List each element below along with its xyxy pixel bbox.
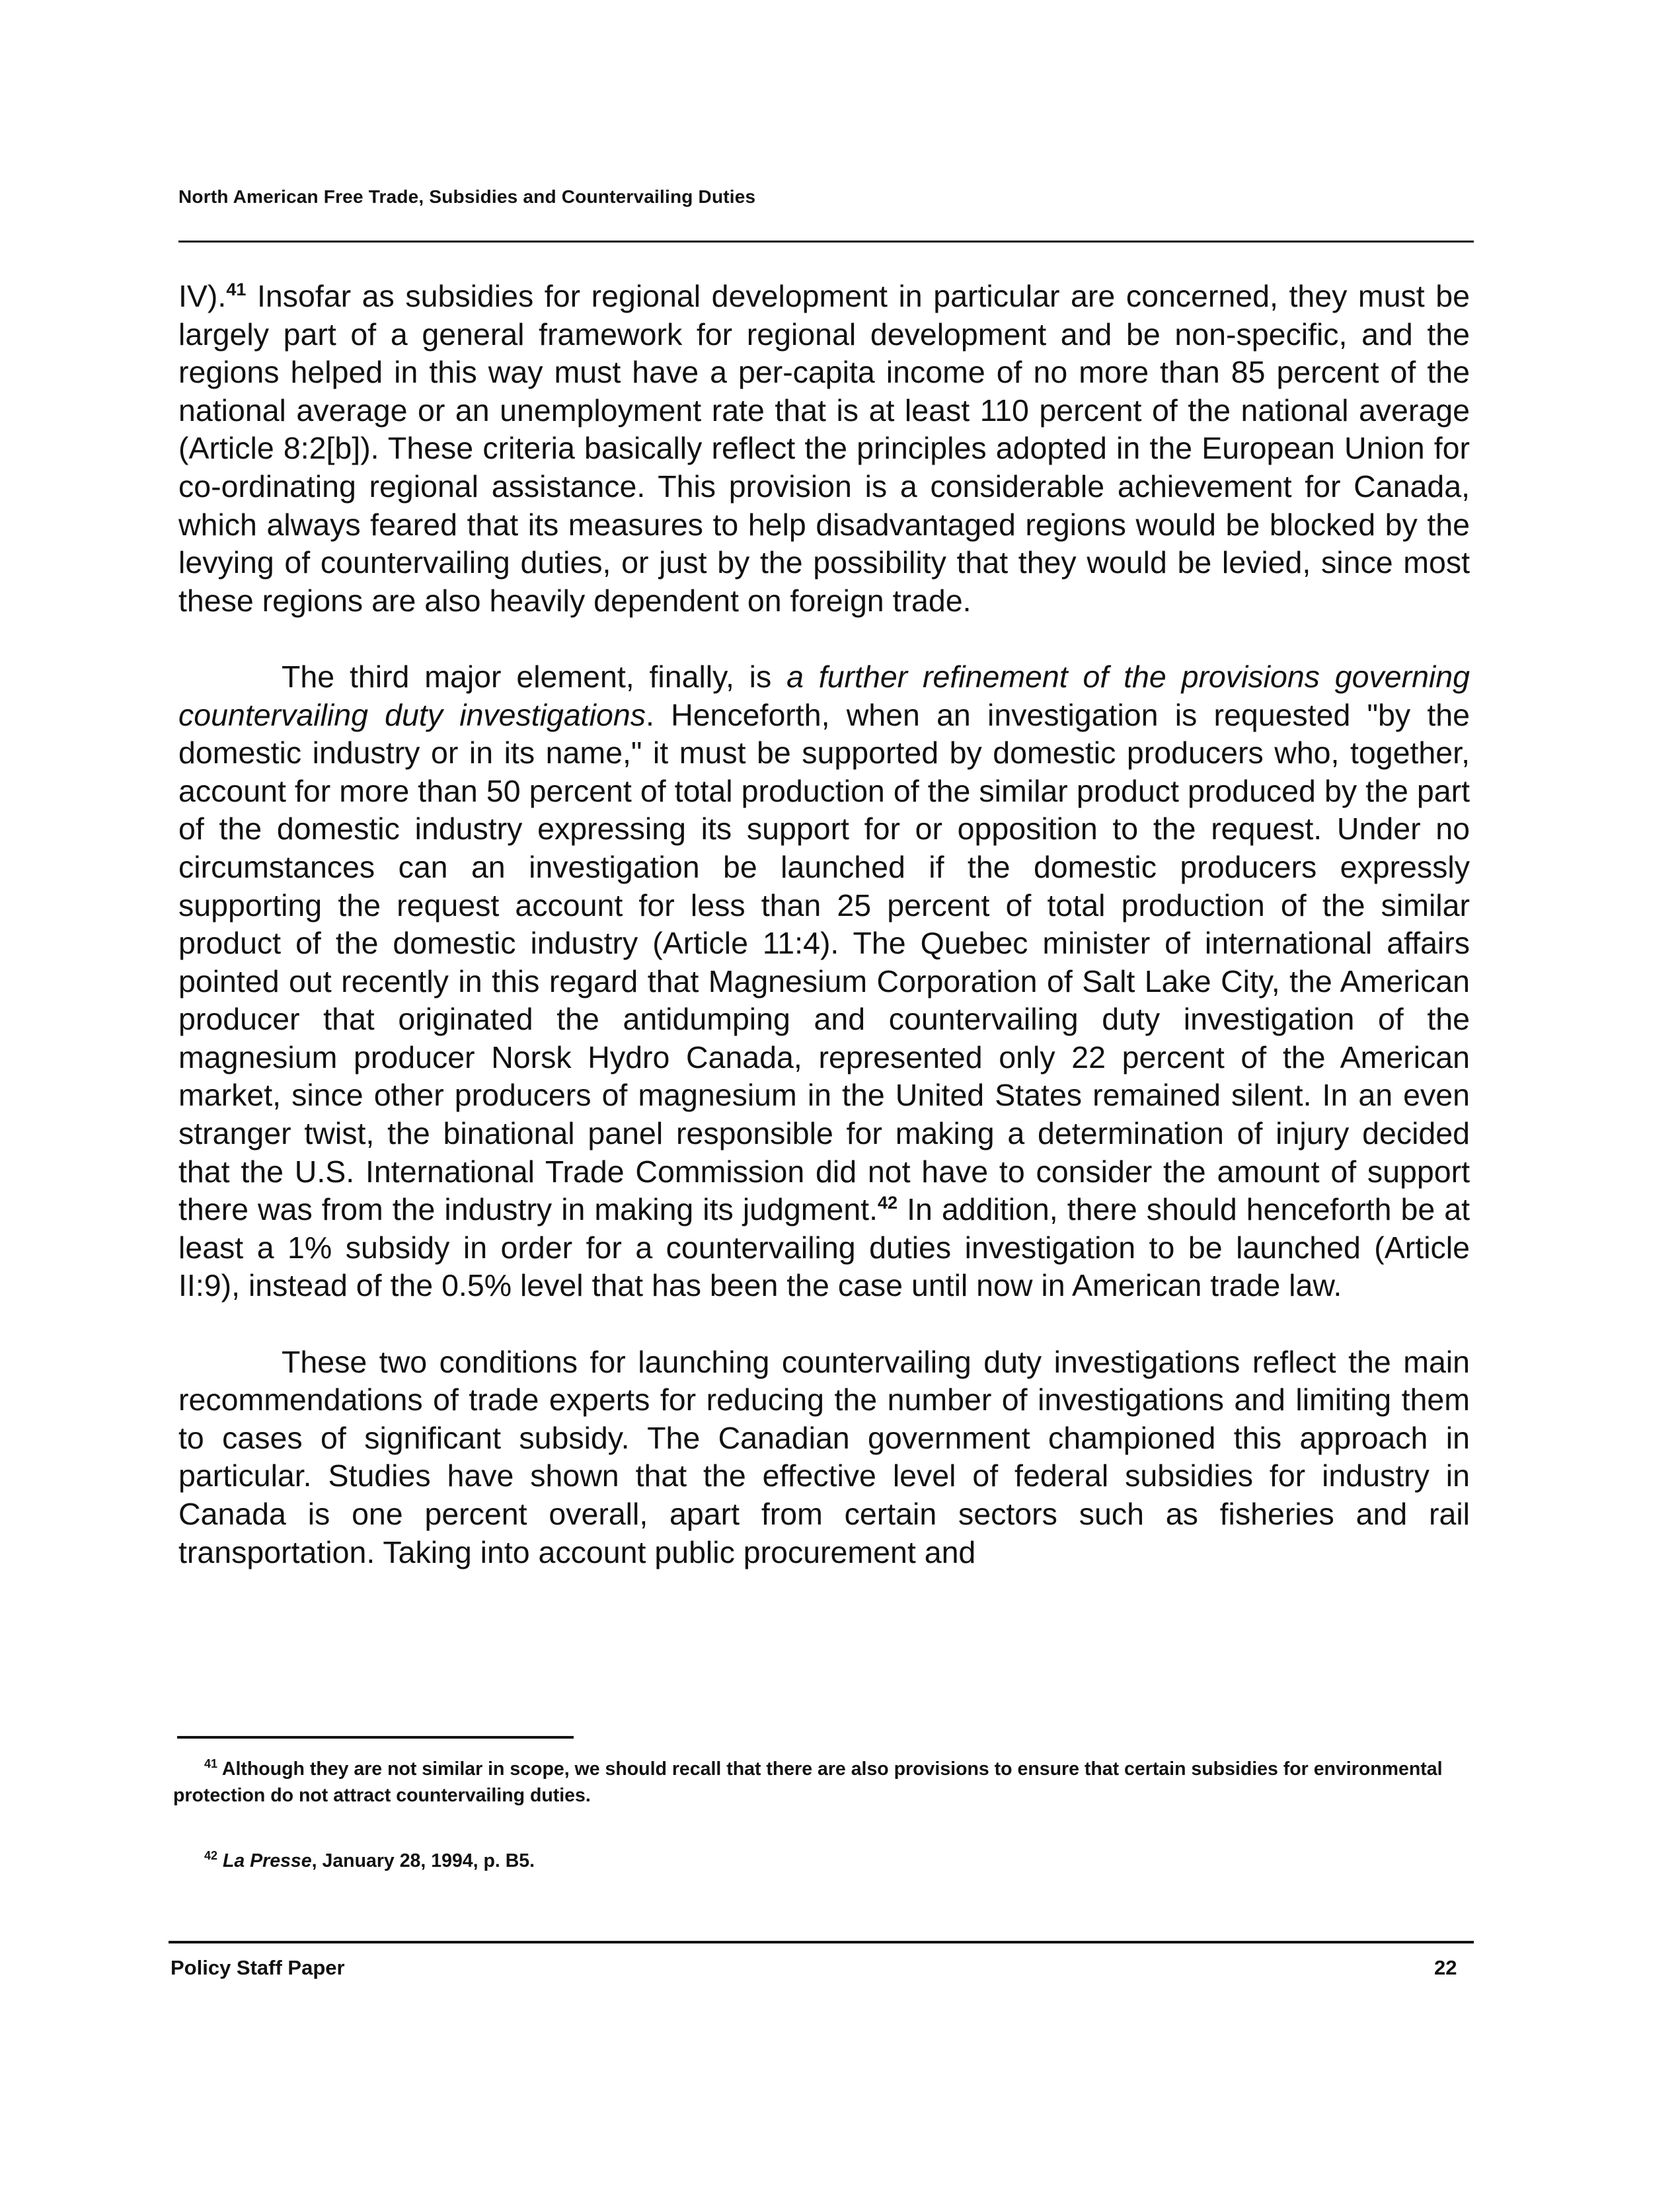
footnote-ref-41: 41: [226, 280, 247, 299]
footnote-ref-42: 42: [878, 1193, 898, 1213]
footnote-rule: [177, 1736, 574, 1739]
footnote-42-source-title: La Presse: [222, 1850, 312, 1871]
header-rule: [178, 241, 1474, 243]
paragraph-2-text-a: . Henceforth, when an investigation is requested "by the domestic industry or in its name," it must be supported by domestic producers who, together, account for more than 50 percent of total production of the similar product produced by the part of the domestic industry expressing its support for or opposition to the request. Under no circumstances can an investigation be launched if the domestic producers expressly supporting the request account for less than 25 percent of total production of the similar product of the domestic industry (Article 11:4). The Quebec minister of international affairs pointed out recently in this regard that Magnesium Corporation of Salt Lake City, the American producer that originated the antidumping and countervailing duty investigation of the magnesium producer Norsk Hydro Canada, represented only 22 percent of the American market, since other producers of magnesium in the United States remained silent. In an even stranger twist, the binational panel responsible for making a determination of injury decided that the U.S. International Trade Commission did not have to consider the amount of support there was from the industry in making its judgment.: [178, 697, 1470, 1227]
footnote-41: [173, 1756, 1474, 1809]
page-number: 22: [1434, 1956, 1457, 1979]
footer-series-title: Policy Staff Paper: [171, 1956, 345, 1979]
paragraph-1: [178, 278, 1470, 620]
body-text: [178, 278, 1470, 1571]
running-header: North American Free Trade, Subsidies and Countervailing Duties: [178, 186, 756, 207]
footnote-42-text: , January 28, 1994, p. B5.: [311, 1850, 535, 1871]
paragraph-2-lead: The third major element, finally, is: [282, 659, 787, 694]
paragraph-2-text-b: In addition, there should henceforth be at least a 1% subsidy in order for a countervailing duties investigation to be launched (Article II:9), instead of the 0.5% level that has been the case until now in American trade law.: [178, 1192, 1470, 1303]
footnote-42: [173, 1848, 1474, 1874]
footer-rule: [169, 1941, 1474, 1943]
paragraph-2-emphasis: a further refinement of the provisions governing countervailing duty investigations: [178, 659, 1470, 732]
footnote-41-number: 41: [204, 1757, 218, 1770]
paragraph-2: [178, 658, 1470, 1305]
footnote-42-number: 42: [204, 1849, 218, 1862]
footnotes: [173, 1756, 1474, 1874]
paragraph-1-lead: IV).: [178, 279, 227, 313]
paragraph-1-text: Insofar as subsidies for regional development in particular are concerned, they must be largely part of a general framework for regional development and be non-specific, and the regions helped in this way must have a per-capita income of no more than 85 percent of the national average or an unemployment rate that is at least 110 percent of the national average (Article 8:2[b]). These criteria basically reflect the principles adopted in the European Union for co-ordinating regional assistance. This provision is a considerable achievement for Canada, which always feared that its measures to help disadvantaged regions would be blocked by the levying of countervailing duties, or just by the possibility that they would be levied, since most these regions are also heavily dependent on foreign trade.: [178, 279, 1470, 618]
footnote-41-text: Although they are not similar in scope, we should recall that there are also provisions to ensure that certain subsidies for environmental protection do not attract countervailing duties.: [173, 1758, 1443, 1806]
paragraph-3: These two conditions for launching countervailing duty investigations reflect the main recommendations of trade experts for reducing the number of investigations and limiting them to cases of significant subsidy. The Canadian government championed this approach in particular. Studies have shown that the effective level of federal subsidies for industry in Canada is one percent overall, apart from certain sectors such as fisheries and rail transportation. Taking into account public procurement and: [178, 1344, 1470, 1569]
